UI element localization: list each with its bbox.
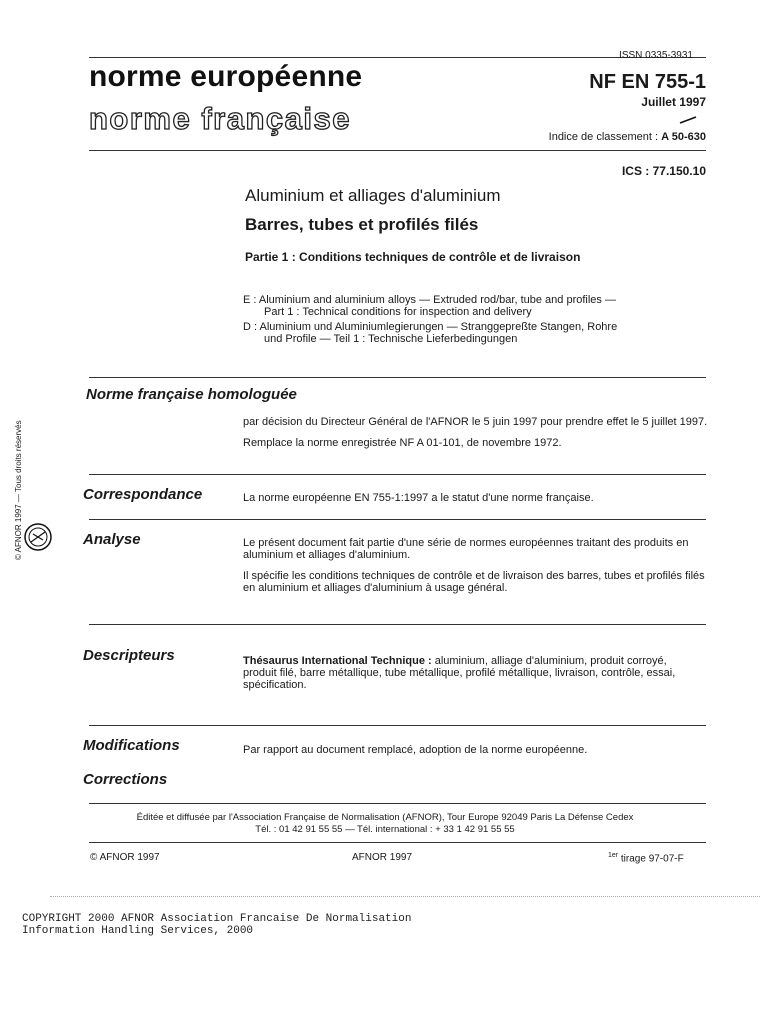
heading-modifications: Modifications xyxy=(83,737,180,754)
section-rule-correspondance xyxy=(89,474,706,475)
body-correspondance xyxy=(243,492,713,504)
section-rule-descripteurs xyxy=(89,624,706,625)
section-rule-homologation xyxy=(89,377,706,378)
heading-corrections: Corrections xyxy=(83,771,168,788)
analyse-paragraph-2: Il spécifie les conditions techniques de contrôle et de livraison des barres, tubes et profilés filés en aluminium et alliages d'aluminium à usage général. xyxy=(243,570,705,594)
homologation-replaces: Remplace la norme enregistrée NF A 01-101, de novembre 1972. xyxy=(243,437,562,449)
title-norme-francaise: norme française xyxy=(89,101,351,136)
sidebar-rights-text: © AFNOR 1997 — Tous droits réservés xyxy=(13,420,23,560)
footer-copyright: © AFNOR 1997 xyxy=(90,852,160,863)
section-rule-analyse xyxy=(89,519,706,520)
afnor-seal-icon xyxy=(23,522,53,552)
descripteurs-text xyxy=(243,655,703,691)
descripteurs-label: Thésaurus International Technique : xyxy=(243,655,432,667)
footer-print-run xyxy=(608,852,684,864)
descripteurs-keywords: aluminium, alliage d'aluminium, produit corroyé, produit filé, barre métallique, tube métallique, profilé métallique, livraison, contrôle, essai, spécification. xyxy=(243,655,676,691)
body-homologation xyxy=(243,416,713,449)
copyright-notice xyxy=(22,913,411,937)
body-descripteurs xyxy=(243,655,703,691)
standard-code: NF EN 755-1 xyxy=(589,71,706,93)
classification-label: Indice de classement : xyxy=(548,131,659,143)
modifications-text: Par rapport au document remplacé, adoption de la norme européenne. xyxy=(243,744,588,756)
standard-date: Juillet 1997 xyxy=(641,95,706,109)
body-analyse xyxy=(243,537,713,594)
footer-bottom-rule xyxy=(89,842,706,843)
footer-center: AFNOR 1997 xyxy=(352,852,413,863)
header-rule xyxy=(89,150,706,151)
copyright-line-2: Information Handling Services, 2000 xyxy=(22,925,254,937)
classification-index xyxy=(0,131,706,143)
title-line-1: Aluminium et alliages d'aluminium xyxy=(245,186,501,205)
lang-en-line-1: E : Aluminium and aluminium alloys — Extruded rod/bar, tube and profiles — xyxy=(243,294,616,306)
lang-de-line-2 xyxy=(243,333,517,345)
title-line-2: Barres, tubes et profilés filés xyxy=(245,215,479,234)
print-run-text: tirage 97-07-F xyxy=(618,853,684,865)
lang-de-line-1: D : Aluminium und Aluminiumlegierungen — Stranggepreßte Stangen, Rohre xyxy=(243,321,618,333)
footer-rule xyxy=(89,803,706,804)
heading-analyse: Analyse xyxy=(83,531,141,548)
classification-value: A 50-630 xyxy=(661,131,706,143)
heading-homologation: Norme française homologuée xyxy=(86,386,297,403)
print-run-ordinal: 1er xyxy=(608,852,619,859)
issn: ISSN 0335-3931 xyxy=(619,50,693,61)
lang-de-line-2-text: und Profile — Teil 1 : Technische Lieferbedingungen xyxy=(264,333,518,345)
scan-dotted-line xyxy=(50,896,760,897)
title-norme-europeenne: norme européenne xyxy=(89,60,363,93)
correspondance-text: La norme européenne EN 755-1:1997 a le statut d'une norme française. xyxy=(243,492,594,504)
homologation-decision: par décision du Directeur Général de l'AFNOR le 5 juin 1997 pour prendre effet le 5 juillet 1997. xyxy=(243,416,708,428)
heading-correspondance: Correspondance xyxy=(83,486,203,503)
publisher-address: Éditée et diffusée par l'Association Française de Normalisation (AFNOR), Tour Europe 92049 Paris La Défense Cedex xyxy=(136,812,634,823)
handwritten-tick-mark xyxy=(678,112,698,128)
ics-code: ICS : 77.150.10 xyxy=(621,164,706,178)
title-line-3: Partie 1 : Conditions techniques de contrôle et de livraison xyxy=(245,250,581,264)
copyright-line-1: COPYRIGHT 2000 AFNOR Association Francaise De Normalisation xyxy=(22,913,412,925)
analyse-paragraph-1: Le présent document fait partie d'une série de normes européennes traitant des produits en aluminium et alliages d'aluminium. xyxy=(243,537,689,561)
heading-descripteurs: Descripteurs xyxy=(83,647,175,664)
section-rule-modifications xyxy=(89,725,706,726)
lang-en-line-2 xyxy=(243,306,532,318)
lang-en-line-2-text: Part 1 : Technical conditions for inspection and delivery xyxy=(264,306,532,318)
publisher-phone: Tél. : 01 42 91 55 55 — Tél. international : + 33 1 42 91 55 55 xyxy=(255,824,515,835)
body-modifications xyxy=(243,744,713,756)
